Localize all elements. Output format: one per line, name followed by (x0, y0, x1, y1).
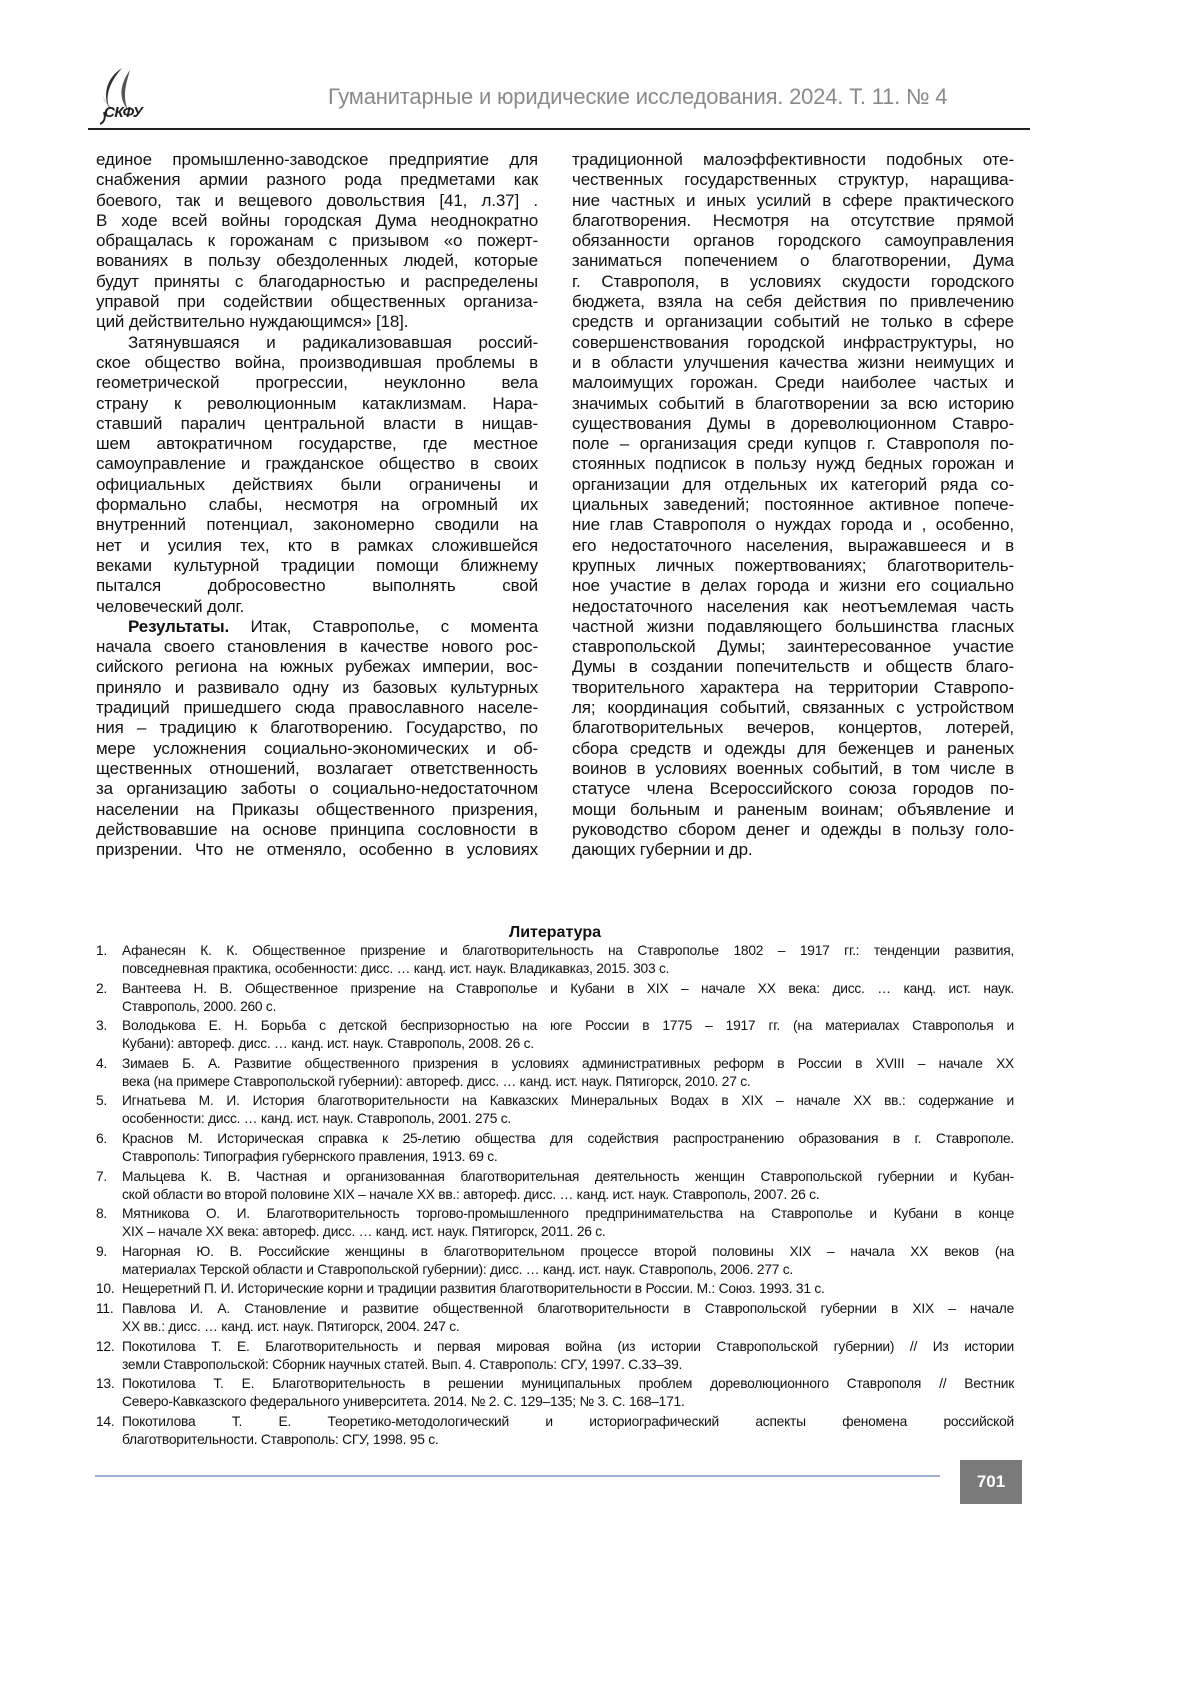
text-line: мощи больным и раненым воинам; объявление и (572, 800, 1014, 820)
text-line: традиционной малоэффективности подобных оте- (572, 150, 1014, 170)
reference-line: повседневная практика, особенности: дисс. … канд. ист. наук. Владикавказ, 2015. 303 с. (122, 960, 1014, 978)
reference-list (96, 942, 1014, 1450)
reference-line: ской области во второй половине XIX – начале XX вв.: автореф. дисс. … канд. ист. наук. Ставрополь, 2007. 26 с. (122, 1186, 1014, 1204)
reference-item (96, 1205, 1014, 1241)
reference-item (96, 1168, 1014, 1204)
text-line: мере усложнения социально-экономических и об- (96, 739, 538, 759)
text-line: боевого, так и вещевого довольствия [41, л.37] . (96, 191, 538, 211)
text-line: традиций пришедшего сюда православного населе- (96, 698, 538, 718)
reference-line: Покотилова Т. Е. Благотворительность в решении муниципальных проблем дореволюционного Ставрополя // Вестник (122, 1375, 1014, 1393)
text-line: щественных отношений, возлагает ответственность (96, 759, 538, 779)
text-line: самоуправление и гражданское общество в своих (96, 454, 538, 474)
reference-item (96, 1017, 1014, 1053)
reference-number: 7. (96, 1168, 107, 1186)
paragraph (96, 333, 538, 617)
reference-line: Северо-Кавказского федерального университета. 2014. № 2. С. 129–135; № 3. С. 168–171. (122, 1393, 1014, 1411)
reference-number: 9. (96, 1243, 107, 1261)
reference-item (96, 1130, 1014, 1166)
text-line: его недостаточного населения, выражавшееся и в (572, 536, 1014, 556)
reference-line: Ставрополь, 2000. 260 с. (122, 998, 1014, 1016)
text-line: пытался добросовестно выполнять свой (96, 576, 538, 596)
text-line: ние частных и иных усилий в сфере практического (572, 191, 1014, 211)
text-line: ное участие в делах города и жизни его социально (572, 576, 1014, 596)
text-line: совершенствования городской инфраструктуры, но (572, 333, 1014, 353)
text-line: стоянных подписок в пользу нужд бедных горожан и (572, 454, 1014, 474)
text-line: единое промышленно-заводское предприятие для (96, 150, 538, 170)
reference-line: Павлова И. А. Становление и развитие общественной благотворительности в Ставропольской губернии в XIX – начале (122, 1300, 1014, 1318)
text-line: геометрической прогрессии, неуклонно вела (96, 373, 538, 393)
text-line: ций действительно нуждающимся» [18]. (96, 312, 538, 332)
text-line: сбора средств и одежды для беженцев и раненых (572, 739, 1014, 759)
reference-line: земли Ставропольской: Сборник научных статей. Вып. 4. Ставрополь: СГУ, 1997. С.33–39. (122, 1356, 1014, 1374)
text-line: крупных личных пожертвованиях; благотворитель- (572, 556, 1014, 576)
reference-number: 8. (96, 1205, 107, 1223)
text-line: ля; координация событий, связанных с устройством (572, 698, 1014, 718)
reference-item (96, 942, 1014, 978)
paragraph (572, 150, 1014, 860)
reference-line: Покотилова Т. Е. Теоретико-методологический и историографический аспекты феномена российской (122, 1413, 1014, 1431)
text-line: малоимущих горожан. Среди наиболее частых и (572, 373, 1014, 393)
footer-divider (95, 1475, 940, 1477)
reference-line: Зимаев Б. А. Развитие общественного призрения в условиях административных реформ в России в XVIII – начале XX (122, 1055, 1014, 1073)
text-line: приняло и развивало одну из базовых культурных (96, 678, 538, 698)
text-line: нет и усилия тех, кто в рамках сложившейся (96, 536, 538, 556)
text-line: действовавшие на основе принципа сословности в (96, 820, 538, 840)
text-line: ское общество война, производившая проблемы в (96, 353, 538, 373)
text-line: бюджета, взяла на себя действия по привлечению (572, 292, 1014, 312)
paragraph (96, 617, 538, 861)
text-line: организации для отдельных их категорий ряда со- (572, 475, 1014, 495)
reference-line: Кубани): автореф. дисс. … канд. ист. наук. Ставрополь, 2008. 26 с. (122, 1035, 1014, 1053)
text-line: населении на Приказы общественного призрения, (96, 800, 538, 820)
reference-line: XX вв.: дисс. … канд. ист. наук. Пятигорск, 2004. 247 с. (122, 1318, 1014, 1336)
text-line: Затянувшаяся и радикализовавшая россий- (96, 333, 538, 353)
text-line: вованиях в пользу обездоленных людей, которые (96, 251, 538, 271)
text-line: чественных государственных структур, наращива- (572, 170, 1014, 190)
reference-number: 3. (96, 1017, 107, 1035)
reference-line: Игнатьева М. И. История благотворительности на Кавказских Минеральных Водах в XIX – начале XX вв.: содержание и (122, 1092, 1014, 1110)
text-line: воинов в условиях военных событий, в том числе в (572, 759, 1014, 779)
text-line (96, 617, 538, 637)
text-line: руководство сбором денег и одежды в пользу голо- (572, 820, 1014, 840)
reference-item (96, 1280, 1014, 1298)
reference-line: Вантеева Н. В. Общественное призрение на Ставрополье и Кубани в XIX – начале XX века: дисс. … канд. ист. наук. (122, 980, 1014, 998)
reference-item (96, 1300, 1014, 1336)
reference-line: Афанесян К. К. Общественное призрение и благотворительность на Ставрополье 1802 – 1917 гг.: тенденции развития, (122, 942, 1014, 960)
reference-line: Ставрополь: Типография губернского правления, 1913. 69 с. (122, 1148, 1014, 1166)
reference-line: Нещеретний П. И. Исторические корни и традиции развития благотворительности в России. М.: Союз. 1993. 31 с. (122, 1280, 1014, 1298)
reference-item (96, 1055, 1014, 1091)
text-line: существования Думы в дореволюционном Ставро- (572, 414, 1014, 434)
paragraph (96, 150, 538, 333)
text-line: ставший паралич центральной власти в нищав- (96, 414, 538, 434)
reference-item (96, 1243, 1014, 1279)
reference-line: Покотилова Т. Е. Благотворительность и первая мировая война (из истории Ставропольской губернии) // Из истории (122, 1338, 1014, 1356)
text-line: призрении. Что не отменяло, особенно в условиях (96, 840, 538, 860)
text-line: за организацию заботы о социально-недостаточном (96, 779, 538, 799)
text-line: В ходе всей войны городская Дума неоднократно (96, 211, 538, 231)
text-line: циальных заведений; постоянное активное попече- (572, 495, 1014, 515)
reference-line: XIX – начале XX века: автореф. дисс. … канд. ист. наук. Пятигорск, 2011. 26 с. (122, 1223, 1014, 1241)
reference-number: 6. (96, 1130, 107, 1148)
text-line: формально слабы, несмотря на огромный их (96, 495, 538, 515)
text-line: поле – организация среди купцов г. Ставрополя по- (572, 434, 1014, 454)
body-column-right (572, 150, 1014, 860)
literature-heading: Литература (0, 924, 1110, 942)
text-line: шем автократичном государстве, где местное (96, 434, 538, 454)
reference-number: 12. (96, 1338, 114, 1356)
reference-number: 1. (96, 942, 107, 960)
text-line: будут приняты с благодарностью и распределены (96, 272, 538, 292)
header-divider (88, 128, 1030, 130)
text-line: г. Ставрополя, в условиях скудости городского (572, 272, 1014, 292)
reference-line: благотворительности. Ставрополь: СГУ, 1998. 95 с. (122, 1431, 1014, 1449)
journal-title: Гуманитарные и юридические исследования. 2024. Т. 11. № 4 (328, 84, 947, 110)
reference-item (96, 1375, 1014, 1411)
text-line: благотворения. Несмотря на отсутствие прямой (572, 211, 1014, 231)
logo-text: СКФУ (104, 104, 142, 121)
text-line: ния – традицию к благотворению. Государство, по (96, 718, 538, 738)
text-line: страну к революционным катаклизмам. Нара- (96, 394, 538, 414)
reference-line: века (на примере Ставропольской губернии): автореф. дисс. … канд. ист. наук. Пятигорск, 2010. 27 с. (122, 1073, 1014, 1091)
text-line-content: Итак, Ставрополье, с момента (229, 617, 538, 636)
text-line: значимых событий в благотворении за всю историю (572, 394, 1014, 414)
text-line: благотворительных вечеров, концертов, лотерей, (572, 718, 1014, 738)
reference-line: Нагорная Ю. В. Российские женщины в благотворительном процессе второй половины XIX – начала XX веков (на (122, 1243, 1014, 1261)
text-line: внутренний потенциал, закономерно сводили на (96, 515, 538, 535)
reference-line: материалах Терской области и Ставропольской губернии): дисс. … канд. ист. наук. Ставрополь, 2006. 277 с. (122, 1261, 1014, 1279)
reference-item (96, 1338, 1014, 1374)
reference-item (96, 1413, 1014, 1449)
reference-item (96, 980, 1014, 1016)
reference-number: 10. (96, 1280, 114, 1298)
section-label: Результаты. (128, 617, 229, 636)
text-line: снабжения армии разного рода предметами как (96, 170, 538, 190)
page-number: 701 (960, 1460, 1022, 1504)
text-line: творительного характера на территории Ставропо- (572, 678, 1014, 698)
reference-number: 11. (96, 1300, 113, 1318)
text-line: человеческий долг. (96, 597, 538, 617)
text-line: обязанности органов городского самоуправления (572, 231, 1014, 251)
reference-number: 5. (96, 1092, 107, 1110)
text-line: дающих губернии и др. (572, 840, 1014, 860)
body-column-left (96, 150, 538, 860)
text-line: Думы в создании попечительств и обществ благо- (572, 657, 1014, 677)
text-line: официальных действиях были ограничены и (96, 475, 538, 495)
text-line: управой при содействии общественных организа- (96, 292, 538, 312)
text-line: заниматься попечением о благотворении, Дума (572, 251, 1014, 271)
text-line: частной жизни подавляющего большинства гласных (572, 617, 1014, 637)
text-line: веками культурной традиции помощи ближнему (96, 556, 538, 576)
text-line: недостаточного населения как неотъемлемая часть (572, 597, 1014, 617)
text-line: ставропольской Думы; заинтересованное участие (572, 637, 1014, 657)
text-line: начала своего становления в качестве нового рос- (96, 637, 538, 657)
reference-line: Володькова Е. Н. Борьба с детской беспризорностью на юге России в 1775 – 1917 гг. (на материалах Ставрополья и (122, 1017, 1014, 1035)
reference-line: Мятникова О. И. Благотворительность торгово-промышленного предпринимательства на Ставрополье и Кубани в конце (122, 1205, 1014, 1223)
text-line: средств и организации событий не только в сфере (572, 312, 1014, 332)
reference-number: 2. (96, 980, 107, 998)
reference-line: особенности: дисс. … канд. ист. наук. Ставрополь, 2001. 275 с. (122, 1110, 1014, 1128)
reference-number: 14. (96, 1413, 114, 1431)
text-line: обращалась к горожанам с призывом «о пожерт- (96, 231, 538, 251)
text-line: сийского региона на южных рубежах империи, вос- (96, 657, 538, 677)
reference-line: Краснов М. Историческая справка к 25-летию общества для содействия распространению образования в г. Ставрополе. (122, 1130, 1014, 1148)
reference-item (96, 1092, 1014, 1128)
reference-number: 4. (96, 1055, 107, 1073)
text-line: статусе члена Всероссийского союза городов по- (572, 779, 1014, 799)
text-line: и в области улучшения качества жизни неимущих и (572, 353, 1014, 373)
text-line: ние глав Ставрополя о нуждах города и , особенно, (572, 515, 1014, 535)
reference-line: Мальцева К. В. Частная и организованная благотворительная деятельность женщин Ставропольской губернии и Кубан- (122, 1168, 1014, 1186)
reference-number: 13. (96, 1375, 114, 1393)
